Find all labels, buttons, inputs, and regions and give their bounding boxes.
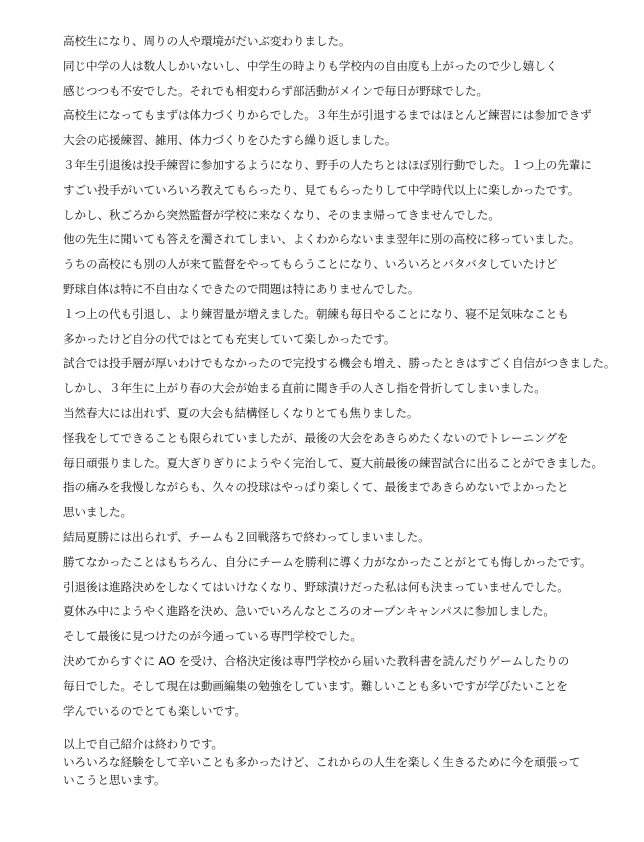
text-line: 思いました。 [63, 505, 132, 520]
text-line: 高校生になってもまずは体力づくりからでした。３年生が引退するまではほとんど練習には参加できず [63, 108, 592, 123]
text-line: すごい投手がいていろいろ教えてもらったり、見てもらったりして中学時代以上に楽しかったです。 [63, 182, 580, 197]
closing-line: いこうと思います。 [63, 773, 166, 788]
closing-line: 以上で自己紹介は終わりです。 [63, 737, 223, 752]
text-line: 大会の応援練習、雑用、体力づくりをひたすら繰り返しました。 [63, 133, 397, 148]
text-line: 指の痛みを我慢しながらも、久々の投球はやっぱり楽しくて、最後まであきらめないでよかったと [63, 480, 569, 495]
text-line: 高校生になり、周りの人や環境がだいぶ変わりました。 [63, 34, 351, 48]
text-line: 毎日でした。そして現在は動画編集の勉強をしています。難しいことも多いですが学びたいことを [63, 678, 568, 693]
text-line: 試合では投手層が厚いわけでもなかったので完投する機会も増え、勝ったときはすごく自信がつきました。 [63, 356, 616, 371]
text-line: 学んでいるのでとても楽しいです。 [63, 703, 246, 718]
document-body [63, 29, 638, 789]
text-line: ３年生引退後は投手練習に参加するようになり、野手の人たちとはほぼ別行動でした。１つ上の先輩に [63, 157, 592, 172]
text-line: 野球自体は特に不自由なくできたので問題は特にありませんでした。 [63, 281, 420, 296]
text-line: 多かったけど自分の代ではとても充実していて楽しかったです。 [63, 331, 396, 346]
text-line: 夏休み中にようやく進路を決め、急いでいろんなところのオープンキャンパスに参加しました。 [63, 604, 555, 619]
text-line: 同じ中学の人は数人しかいないし、中学生の時よりも学校内の自由度も上がったので少し嬉しく [63, 58, 558, 73]
text-line: そして最後に見つけたのが今通っている専門学校でした。 [63, 629, 362, 644]
text-line: 決めてからすぐに AO を受け、合格決定後は専門学校から届いた教科書を読んだりゲームしたりの [63, 653, 570, 668]
text-line: 引退後は進路決めをしなくてはいけなくなり、野球漬けだった私は何も決まっていませんでした。 [63, 579, 569, 594]
text-line: 怪我をしてできることも限られていましたが、最後の大会をあきらめたくないのでトレーニングを [63, 430, 569, 445]
text-line: 勝てなかったことはもちろん、自分にチームを勝利に導く力がなかったことがとても悔しかったです。 [63, 554, 592, 569]
paragraph-gap [63, 723, 638, 735]
text-line: 当然春大には出れず、夏の大会も結構怪しくなりとても焦りました。 [63, 405, 419, 420]
text-line: １つ上の代も引退し、より練習量が増えました。朝練も毎日やることになり、寝不足気味なことも [63, 306, 569, 321]
text-line: しかし、３年生に上がり春の大会が始まる直前に聞き手の人さし指を骨折してしまいました。 [63, 381, 546, 396]
text-line: しかし、秋ごろから突然監督が学校に来なくなり、そのまま帰ってきませんでした。 [63, 207, 500, 222]
text-line: 感じつつも不安でした。それでも相変わらず部活動がメインで毎日が野球でした。 [63, 83, 489, 98]
closing-text [63, 735, 638, 789]
text-line: 結局夏勝には出られず、チームも２回戦落ちで終わってしまいました。 [63, 529, 430, 544]
text-line: うちの高校にも別の人が来て監督をやってもらうことになり、いろいろとバタバタしていたけど [63, 257, 558, 272]
text-line: 他の先生に聞いても答えを濁されてしまい、よくわからないまま翌年に別の高校に移っていました。 [63, 232, 581, 247]
text-line: 毎日頑張りました。夏大ぎりぎりにようやく完治して、夏大前最後の練習試合に出ることができました。 [63, 455, 603, 470]
main-text [63, 29, 638, 723]
closing-line: いろいろな経験をして辛いことも多かったけど、これからの人生を楽しく生きるために今を頑張って [63, 755, 581, 770]
